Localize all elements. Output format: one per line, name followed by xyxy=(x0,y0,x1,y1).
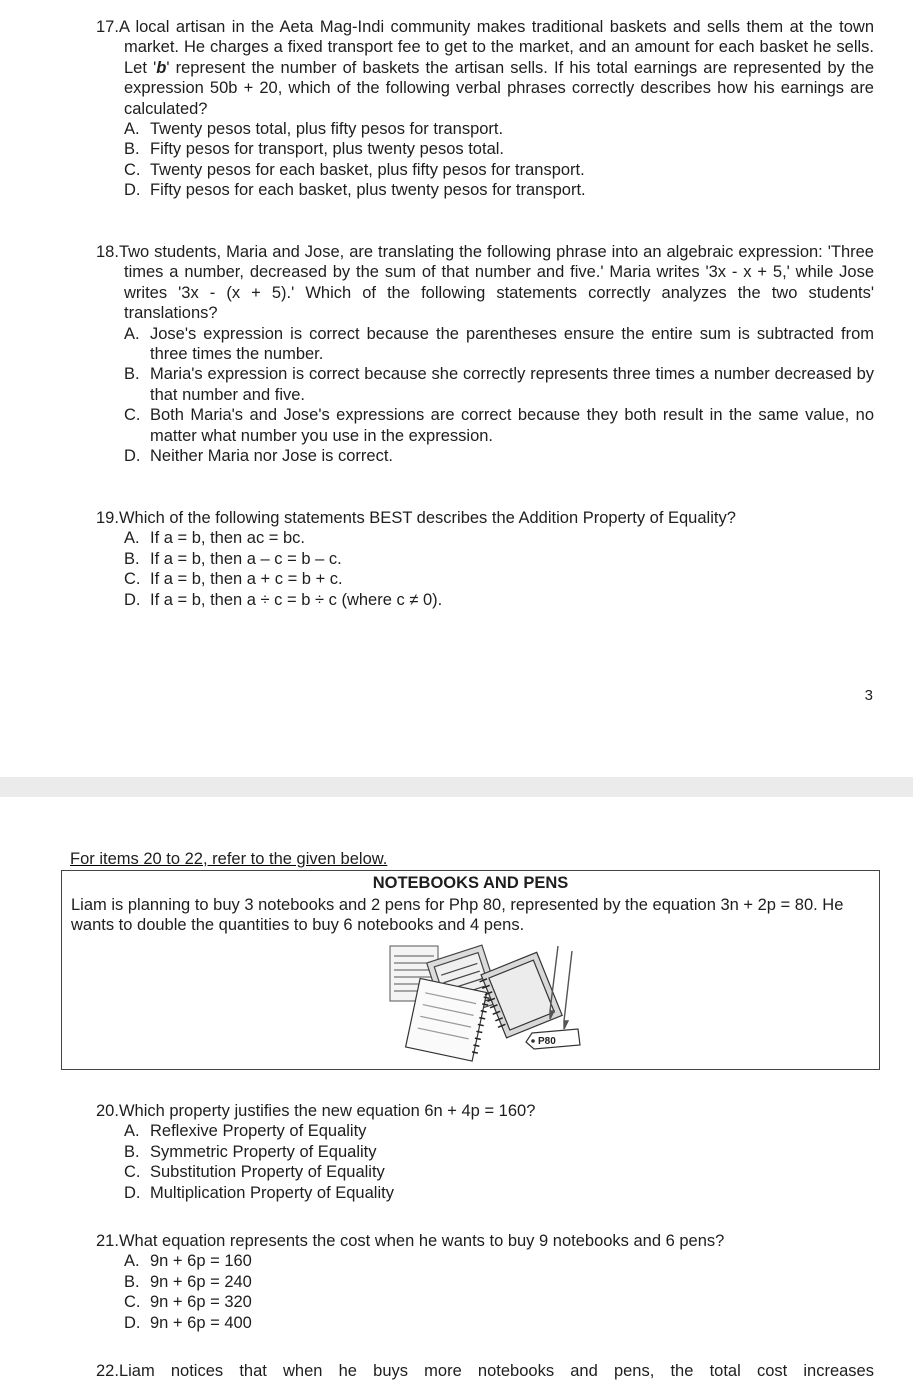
option-letter: A. xyxy=(124,529,140,548)
option-letter: C. xyxy=(124,570,141,589)
question-18-option-d[interactable] xyxy=(96,446,874,466)
question-18-option-b[interactable] xyxy=(96,364,874,405)
question-18-stem: 18.Two students, Maria and Jose, are translating the following phrase into an algebraic expression: 'Three times a number, decreased by the sum of that number and five.' Maria writes '3x - x + 5,' while Jose writes '3x - (x + 5).' Which of the following statements correctly analyzes the two students' translations? xyxy=(96,243,874,323)
question-19-option-d[interactable] xyxy=(96,590,874,610)
option-text: If a = b, then a + c = b + c. xyxy=(150,570,343,589)
question-19 xyxy=(96,508,874,610)
scenario-title: NOTEBOOKS AND PENS xyxy=(372,874,569,892)
option-text: Twenty pesos for each basket, plus fifty pesos for transport. xyxy=(150,160,585,179)
option-text: Neither Maria nor Jose is correct. xyxy=(150,447,393,466)
option-text: 9n + 6p = 160 xyxy=(150,1252,252,1271)
question-19-stem: 19.Which of the following statements BEST describes the Addition Property of Equality? xyxy=(96,509,736,527)
page-number: 3 xyxy=(864,687,873,704)
question-20 xyxy=(96,1101,874,1203)
question-17-option-a[interactable] xyxy=(96,119,874,139)
question-19-option-b[interactable] xyxy=(96,549,874,569)
option-letter: D. xyxy=(124,1183,141,1202)
option-letter: A. xyxy=(124,324,140,343)
option-text: If a = b, then ac = bc. xyxy=(150,529,306,548)
question-21-option-a[interactable] xyxy=(96,1251,874,1271)
option-letter: D. xyxy=(124,447,141,466)
option-text: Substitution Property of Equality xyxy=(150,1163,385,1182)
option-letter: D. xyxy=(124,181,141,200)
option-letter: C. xyxy=(124,406,141,425)
question-17-stem: 17.A local artisan in the Aeta Mag-Indi community makes traditional baskets and sells them at the town market. He charges a fixed transport fee to get to the market, and an amount for each basket he sells. Let 'b' represent the number of baskets the artisan sells. If his total earnings are represented by the expression 50b + 20, which of the following verbal phrases correctly describes how his earnings are calculated? xyxy=(96,18,875,118)
notebook-icon xyxy=(477,952,562,1039)
option-letter: C. xyxy=(124,1163,141,1182)
option-letter: A. xyxy=(124,1122,140,1141)
option-text: Fifty pesos for transport, plus twenty pesos total. xyxy=(150,140,504,159)
price-tag-icon xyxy=(526,1029,580,1049)
option-letter: C. xyxy=(124,160,141,179)
question-18-option-c[interactable] xyxy=(96,405,874,446)
question-19-option-c[interactable] xyxy=(96,569,874,589)
question-20-option-c[interactable] xyxy=(96,1162,874,1182)
question-17-option-d[interactable] xyxy=(96,180,874,200)
option-text: Symmetric Property of Equality xyxy=(150,1142,377,1161)
option-letter: B. xyxy=(124,140,140,159)
refer-instruction: For items 20 to 22, refer to the given below. xyxy=(70,850,388,868)
option-letter: C. xyxy=(124,1293,141,1312)
question-21-option-d[interactable] xyxy=(96,1313,874,1333)
question-19-number: 19. xyxy=(96,509,119,527)
question-21-option-b[interactable] xyxy=(96,1272,874,1292)
scenario-box xyxy=(61,870,880,1070)
price-tag-label: P80 xyxy=(538,1036,556,1047)
question-17-option-b[interactable] xyxy=(96,139,874,159)
option-letter: B. xyxy=(124,365,140,384)
option-letter: A. xyxy=(124,1252,140,1271)
scenario-text: Liam is planning to buy 3 notebooks and 2 pens for Php 80, represented by the equation 3n + 2p = 80. He wants to double the quantities to buy 6 notebooks and 4 pens. xyxy=(71,896,844,935)
option-letter: D. xyxy=(124,1313,141,1332)
option-letter: B. xyxy=(124,1272,140,1291)
option-letter: D. xyxy=(124,590,141,609)
question-20-number: 20. xyxy=(96,1102,119,1120)
option-text: If a = b, then a ÷ c = b ÷ c (where c ≠ 0). xyxy=(150,590,443,609)
option-text: Maria's expression is correct because she correctly represents three times a number decreased by that number and five. xyxy=(150,365,874,404)
question-22 xyxy=(96,1361,874,1381)
question-22-number: 22. xyxy=(96,1362,119,1380)
option-text: Fifty pesos for each basket, plus twenty pesos for transport. xyxy=(150,181,586,200)
option-text: If a = b, then a – c = b – c. xyxy=(150,549,342,568)
question-21-number: 21. xyxy=(96,1232,119,1250)
question-18-number: 18. xyxy=(96,243,119,261)
option-letter: A. xyxy=(124,120,140,139)
option-text: 9n + 6p = 400 xyxy=(150,1313,252,1332)
option-text: 9n + 6p = 320 xyxy=(150,1293,252,1312)
notebooks-and-pens-illustration xyxy=(382,941,582,1066)
option-text: Both Maria's and Jose's expressions are correct because they both result in the same value, no matter what number you use in the expression. xyxy=(150,406,874,445)
option-text: Multiplication Property of Equality xyxy=(150,1183,394,1202)
question-20-stem: 20.Which property justifies the new equation 6n + 4p = 160? xyxy=(96,1102,536,1120)
question-20-option-b[interactable] xyxy=(96,1142,874,1162)
question-21-option-c[interactable] xyxy=(96,1292,874,1312)
option-text: 9n + 6p = 240 xyxy=(150,1272,252,1291)
question-22-stem: 22.Liam notices that when he buys more notebooks and pens, the total cost increases xyxy=(96,1362,874,1380)
question-21-stem: 21.What equation represents the cost when he wants to buy 9 notebooks and 6 pens? xyxy=(96,1232,725,1250)
question-19-option-a[interactable] xyxy=(96,528,874,548)
option-letter: B. xyxy=(124,549,140,568)
option-letter: B. xyxy=(124,1142,140,1161)
question-17 xyxy=(96,17,874,201)
option-text: Jose's expression is correct because the parentheses ensure the entire sum is subtracted from three times the number. xyxy=(150,324,874,364)
question-18 xyxy=(96,242,874,466)
question-17-number: 17. xyxy=(96,18,119,36)
option-text: Reflexive Property of Equality xyxy=(150,1122,367,1141)
question-21 xyxy=(96,1231,874,1333)
question-20-option-a[interactable] xyxy=(96,1121,874,1141)
question-17-option-c[interactable] xyxy=(96,160,874,180)
question-18-option-a[interactable] xyxy=(96,324,874,365)
option-text: Twenty pesos total, plus fifty pesos for transport. xyxy=(150,120,504,139)
notebook-icon xyxy=(406,978,491,1061)
question-20-option-d[interactable] xyxy=(96,1183,874,1203)
